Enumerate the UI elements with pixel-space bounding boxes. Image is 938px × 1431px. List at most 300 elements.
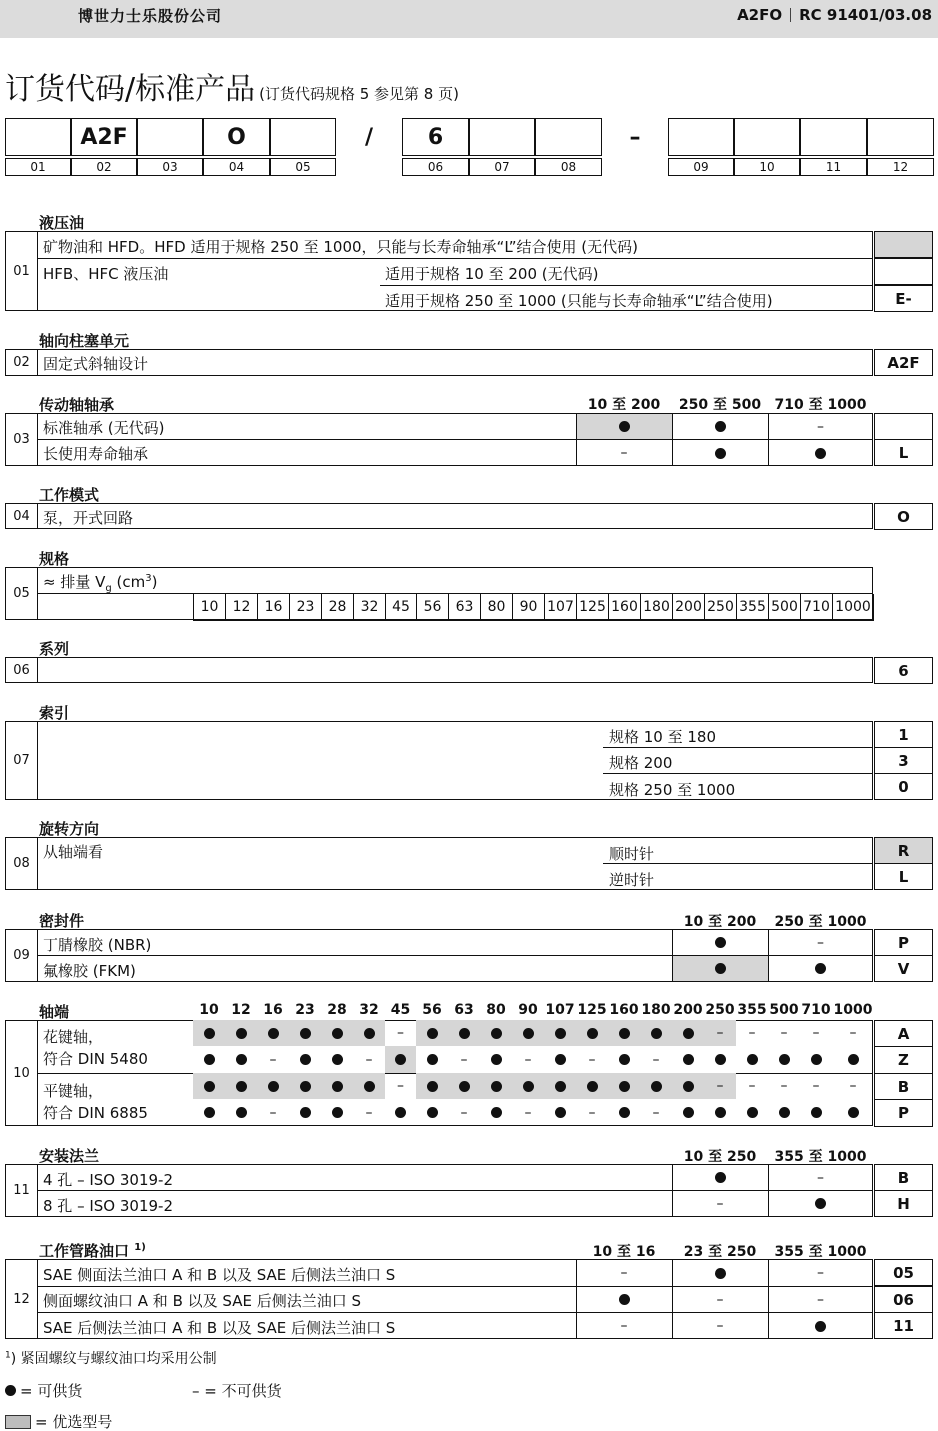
available-dot: [427, 1054, 438, 1065]
rotation-clockwise: 顺时针: [609, 845, 655, 863]
available-dot: [491, 1028, 502, 1039]
index-option-3: 规格 250 至 1000: [609, 781, 736, 799]
footnote-text: ) 紧固螺纹与螺纹油口均采用公制: [10, 1351, 217, 1367]
order-code-number: 09: [668, 158, 734, 176]
doc-number: RC 91401/03.08: [799, 6, 932, 24]
available-dot: [204, 1054, 215, 1065]
available-dot: [395, 1107, 406, 1118]
availability-cell: [289, 1020, 321, 1046]
availability-cell: [640, 1073, 672, 1099]
availability-cell: [608, 1046, 640, 1073]
legend-not-available: – = 不可供货: [192, 1382, 282, 1400]
shaft-size-header: 28: [327, 1002, 347, 1018]
availability-cell: [416, 1073, 448, 1099]
section-title-mounting-flange: 安装法兰: [39, 1147, 100, 1165]
availability-cell: [480, 1099, 512, 1126]
availability-cell: [672, 1287, 768, 1312]
available-dot: [619, 1081, 630, 1092]
size-value: 107: [544, 594, 576, 619]
available-dot: [848, 1107, 859, 1118]
order-code-cell: /: [364, 124, 374, 150]
availability-cell: [321, 1046, 353, 1073]
availability-cell: [832, 1020, 874, 1046]
availability-cell: [257, 1020, 289, 1046]
availability-cell: [768, 1020, 800, 1046]
available-dot: [715, 1268, 726, 1279]
available-dot: [236, 1081, 247, 1092]
availability-cell: [353, 1073, 385, 1099]
size-value: 355: [736, 594, 768, 619]
availability-cell: [353, 1099, 385, 1126]
availability-cell: [832, 1073, 874, 1099]
shaft-size-header: 1000: [833, 1002, 873, 1018]
availability-cell: [448, 1046, 480, 1073]
shaft-size-header: 710: [801, 1002, 831, 1018]
available-dot: [619, 1107, 630, 1118]
size-value: 28: [321, 594, 353, 619]
legend-preferred: [5, 1411, 112, 1431]
available-dot: [587, 1028, 598, 1039]
size-value: 23: [289, 594, 321, 619]
code-box-o: O: [874, 503, 933, 530]
availability-cell: [608, 1099, 640, 1126]
unavailable-dash: –: [748, 1025, 756, 1041]
available-dot: [651, 1081, 662, 1092]
row-number: 09: [13, 948, 30, 963]
rotation-counter-clockwise: 逆时针: [609, 871, 655, 889]
availability-cell: [672, 440, 768, 466]
availability-cell: [480, 1020, 512, 1046]
availability-cell: [672, 1020, 704, 1046]
order-code-cell: [734, 118, 800, 156]
legend-preferred-text: = 优选型号: [35, 1413, 113, 1431]
availability-cell: [448, 1073, 480, 1099]
available-dot: [683, 1028, 694, 1039]
available-dot: [815, 448, 826, 459]
availability-cell: [480, 1046, 512, 1073]
col-header: 250 至 1000: [774, 914, 867, 930]
order-code-number: 01: [5, 158, 71, 176]
available-dot: [747, 1054, 758, 1065]
unavailable-dash: –: [460, 1104, 468, 1121]
availability-cell: [257, 1099, 289, 1126]
code-box-a2f: A2F: [874, 349, 933, 376]
code-box-0: 0: [874, 773, 933, 800]
size-value: 180: [640, 594, 672, 619]
section-title-axial-piston: 轴向柱塞单元: [39, 332, 130, 350]
order-code-cell: [867, 118, 934, 156]
available-dot: [715, 421, 726, 432]
available-dot: [204, 1107, 215, 1118]
unavailable-dash: –: [716, 1025, 724, 1041]
availability-cell: [353, 1046, 385, 1073]
code-box-p: P: [874, 929, 933, 956]
available-dot: [427, 1081, 438, 1092]
size-value: 1000: [832, 594, 874, 619]
row-number: 06: [13, 662, 30, 678]
col-header: 250 至 500: [678, 397, 762, 413]
available-dot: [619, 421, 630, 432]
unavailable-dash: –: [780, 1025, 788, 1041]
code-box-3: 3: [874, 747, 933, 774]
available-dot: [555, 1028, 566, 1039]
displacement-unit: (cm: [116, 573, 146, 591]
available-dot: [523, 1081, 534, 1092]
shaft-size-header: 250: [705, 1002, 735, 1018]
section-title-rotation: 旋转方向: [39, 820, 100, 838]
availability-cell: [673, 956, 768, 981]
available-dot: [332, 1028, 343, 1039]
shaft-size-header: 160: [609, 1002, 639, 1018]
size-value: 16: [257, 594, 289, 619]
availability-cell: [289, 1073, 321, 1099]
availability-cell: [321, 1099, 353, 1126]
footnote: [5, 1348, 217, 1368]
section-box-04: [5, 503, 873, 529]
availability-cell: [768, 1073, 800, 1099]
unavailable-dash: –: [588, 1051, 596, 1068]
shaft-size-header: 80: [486, 1002, 506, 1018]
shaft-size-header: 32: [359, 1002, 379, 1018]
availability-cell: [289, 1099, 321, 1126]
size-baseline: [193, 619, 874, 621]
availability-cell: [385, 1099, 416, 1126]
available-dot: [491, 1054, 502, 1065]
availability-cell: [832, 1099, 874, 1126]
available-dot: [364, 1028, 375, 1039]
availability-cell: [672, 1046, 704, 1073]
section-title-shaft-end: 轴端: [39, 1003, 70, 1021]
unavailable-dash: –: [748, 1078, 756, 1094]
available-dot: [619, 1028, 630, 1039]
available-dot: [779, 1054, 790, 1065]
availability-cell: [416, 1020, 448, 1046]
availability-cell: [416, 1046, 448, 1073]
unavailable-dash: –: [397, 1078, 404, 1094]
available-dot: [555, 1081, 566, 1092]
displacement-label: [43, 571, 157, 594]
section-title-hydraulic-fluid: 液压油: [39, 214, 85, 232]
code-box-empty: [874, 413, 933, 440]
availability-cell: [576, 1260, 672, 1286]
availability-cell: [257, 1046, 289, 1073]
size-value: 710: [800, 594, 832, 619]
availability-cell: [672, 1165, 768, 1190]
availability-cell: [672, 1260, 768, 1286]
availability-cell: [768, 1313, 873, 1339]
size-value: 250: [704, 594, 736, 619]
available-dot: [236, 1107, 247, 1118]
size-value: 500: [768, 594, 800, 619]
available-dot: [236, 1054, 247, 1065]
availability-cell: [576, 1313, 672, 1339]
available-dot: [491, 1081, 502, 1092]
index-option-1: 规格 10 至 180: [609, 728, 717, 746]
viewed-on-shaft: 从轴端看: [43, 843, 104, 861]
available-dot: [715, 1054, 726, 1065]
shaft-code-box: A: [874, 1020, 933, 1047]
order-code-cell: [800, 118, 867, 156]
order-code-number: 02: [71, 158, 137, 176]
availability-cell: [576, 440, 672, 466]
available-dot: [268, 1028, 279, 1039]
unavailable-dash: –: [524, 1051, 532, 1068]
shaft-size-header: 107: [545, 1002, 575, 1018]
availability-cell: [768, 1099, 800, 1126]
spline-shaft-label: 花键轴，: [43, 1028, 104, 1046]
availability-cell: [416, 1099, 448, 1126]
order-code-number: 04: [203, 158, 270, 176]
availability-cell: [512, 1020, 544, 1046]
displacement-label-end: ): [151, 573, 158, 591]
order-code-cell: [469, 118, 535, 156]
availability-cell: [608, 1020, 640, 1046]
available-dot: [715, 1107, 726, 1118]
unavailable-dash: –: [716, 1318, 724, 1334]
shaft-code-box: P: [874, 1099, 933, 1127]
unavailable-dash: –: [524, 1104, 532, 1121]
available-dot: [555, 1107, 566, 1118]
available-dot: [332, 1054, 343, 1065]
pump-open-circuit: 泵，开式回路: [43, 509, 134, 527]
availability-cell: [353, 1020, 385, 1046]
availability-cell: [704, 1099, 736, 1126]
port-option-11: SAE 后侧法兰油口 A 和 B 以及 SAE 后侧法兰油口 S: [43, 1319, 396, 1337]
available-dot: [268, 1081, 279, 1092]
available-dot: [300, 1028, 311, 1039]
available-dot: [811, 1107, 822, 1118]
code-box-b: B: [874, 1164, 933, 1191]
parallel-key-shaft-standard: 符合 DIN 6885: [43, 1104, 148, 1122]
available-dot: [332, 1107, 343, 1118]
shaft-size-header: 10: [199, 1002, 219, 1018]
order-code-cell: [137, 118, 203, 156]
row-number: 03: [13, 432, 30, 447]
availability-cell: [257, 1073, 289, 1099]
availability-cell: [672, 1313, 768, 1339]
size-value: 12: [225, 594, 257, 619]
availability-cell: [704, 1073, 736, 1099]
availability-cell: [672, 1099, 704, 1126]
availability-cell: [768, 1260, 873, 1286]
company-name: 博世力士乐股份公司: [78, 7, 223, 25]
unavailable-dash: –: [849, 1025, 857, 1041]
unavailable-dash: –: [652, 1104, 660, 1121]
shaft-size-header: 45: [390, 1002, 411, 1018]
size-value: 200: [672, 594, 704, 619]
col-header: 10 至 200: [683, 914, 757, 930]
unavailable-dash: –: [460, 1051, 468, 1068]
legend-available: [5, 1380, 82, 1401]
unavailable-dash: –: [588, 1104, 596, 1121]
availability-cell: [512, 1073, 544, 1099]
unavailable-dash: –: [397, 1025, 404, 1041]
shaft-size-header: 200: [673, 1002, 703, 1018]
code-box-preferred: [874, 231, 933, 258]
unavailable-dash: –: [269, 1104, 277, 1121]
bearing-standard: 标准轴承 (无代码): [43, 419, 165, 437]
col-header: 10 至 16: [592, 1244, 656, 1260]
availability-cell: [193, 1020, 225, 1046]
availability-cell: [672, 414, 768, 439]
page-header: [0, 0, 938, 38]
bearing-long-life: 长使用寿命轴承: [43, 445, 149, 463]
col-header: 10 至 200: [587, 397, 661, 413]
available-dot: [715, 937, 726, 948]
order-code-number: 03: [137, 158, 203, 176]
flange-8-hole: 8 孔 – ISO 3019-2: [43, 1197, 173, 1215]
order-code-cell: [535, 118, 602, 156]
displacement-subscript: g: [105, 583, 112, 594]
availability-cell: [736, 1046, 768, 1073]
shaft-size-header: 63: [454, 1002, 474, 1018]
shaft-code-box: Z: [874, 1046, 933, 1074]
row-number: 10: [13, 1065, 30, 1081]
unavailable-dash: –: [817, 418, 824, 435]
availability-cell: [512, 1099, 544, 1126]
service-ports-title: 工作管路油口: [39, 1242, 130, 1260]
order-code-number: 10: [734, 158, 800, 176]
flange-4-hole: 4 孔 – ISO 3019-2: [43, 1171, 173, 1189]
availability-cell: [736, 1020, 768, 1046]
availability-cell: [544, 1073, 576, 1099]
title-subtitle: (订货代码规格 5 参见第 8 页): [259, 85, 459, 103]
size-value: 63: [448, 594, 480, 619]
row-number: 01: [13, 263, 30, 279]
availability-cell: [448, 1020, 480, 1046]
size-value: 56: [416, 594, 448, 619]
availability-cell: [640, 1020, 672, 1046]
shaft-size-header: 355: [737, 1002, 767, 1018]
parallel-key-shaft-label: 平键轴，: [43, 1082, 104, 1100]
size-value: 10: [193, 594, 225, 619]
order-code-cell: 6: [402, 118, 469, 156]
available-dot: [204, 1028, 215, 1039]
row-number: 02: [13, 355, 30, 370]
availability-cell: [736, 1073, 768, 1099]
unavailable-dash: –: [620, 445, 628, 461]
unavailable-dash: –: [812, 1025, 820, 1041]
available-dot: [587, 1081, 598, 1092]
fluid-option-size-range-1: 适用于规格 10 至 200 (无代码): [385, 265, 599, 283]
available-dot: [523, 1028, 534, 1039]
size-value: 32: [353, 594, 385, 619]
availability-cell: [768, 440, 873, 466]
availability-cell: [321, 1073, 353, 1099]
shaft-size-header: 500: [769, 1002, 799, 1018]
code-box-05: 05: [874, 1259, 933, 1286]
code-box-1: 1: [874, 721, 933, 748]
available-dot: [683, 1081, 694, 1092]
shaft-size-header: 56: [422, 1002, 442, 1018]
order-code-cell: [5, 118, 71, 156]
available-dot: [491, 1107, 502, 1118]
availability-cell: [768, 956, 873, 981]
availability-cell: [480, 1073, 512, 1099]
code-box-06: 06: [874, 1286, 933, 1313]
code-box-r: R: [874, 837, 933, 864]
availability-cell: [577, 414, 672, 439]
available-dot: [811, 1054, 822, 1065]
availability-cell: [768, 1191, 873, 1216]
availability-cell: [225, 1099, 257, 1126]
code-box-v: V: [874, 955, 933, 982]
order-code-cell: [668, 118, 734, 156]
section-title-series: 系列: [39, 640, 70, 658]
spline-shaft-standard: 符合 DIN 5480: [43, 1050, 148, 1068]
unavailable-dash: –: [620, 1318, 628, 1334]
displacement-superscript: 3: [145, 573, 152, 584]
availability-cell: [640, 1046, 672, 1073]
availability-cell: [225, 1046, 257, 1073]
port-option-05: SAE 侧面法兰油口 A 和 B 以及 SAE 后侧法兰油口 S: [43, 1266, 396, 1284]
order-code-cell: [270, 118, 336, 156]
order-code-number: 05: [270, 158, 336, 176]
section-title-size: 规格: [39, 550, 70, 568]
shaft-size-header: 90: [518, 1002, 538, 1018]
code-box-l: L: [874, 439, 933, 466]
row-number: 07: [13, 753, 30, 768]
available-dot: [395, 1054, 406, 1065]
order-code-number: 06: [402, 158, 469, 176]
section-title-operation-mode: 工作模式: [39, 486, 100, 504]
section-title-seals: 密封件: [39, 912, 85, 930]
section-box-07: [5, 721, 873, 800]
code-box-6: 6: [874, 657, 933, 684]
availability-cell: [576, 1046, 608, 1073]
availability-cell: [608, 1073, 640, 1099]
unavailable-dash: –: [817, 1265, 824, 1281]
col-header: 10 至 250: [683, 1149, 757, 1165]
unavailable-dash: –: [817, 934, 824, 951]
available-dot: [715, 963, 726, 974]
size-value: 160: [608, 594, 640, 619]
unavailable-dash: –: [716, 1291, 724, 1308]
availability-cell: [385, 1073, 416, 1099]
code-box-11: 11: [874, 1312, 933, 1339]
row-number: 04: [13, 508, 30, 524]
availability-cell: [800, 1046, 832, 1073]
fluid-option-hfb: HFB、HFC 液压油: [43, 265, 169, 283]
available-dot: [459, 1081, 470, 1092]
available-dot: [848, 1054, 859, 1065]
section-title-drive-shaft-bearing: 传动轴轴承: [39, 396, 115, 414]
shaft-size-header: 12: [231, 1002, 251, 1018]
shaft-size-header: 180: [641, 1002, 671, 1018]
footnote-ref: 1): [134, 1242, 146, 1253]
availability-cell: [544, 1046, 576, 1073]
row-number: 05: [13, 586, 30, 601]
unavailable-dash: –: [817, 1169, 824, 1186]
availability-cell: [704, 1020, 736, 1046]
order-code-number: 12: [867, 158, 934, 176]
available-dot: [683, 1054, 694, 1065]
availability-cell: [193, 1046, 225, 1073]
available-dot: [815, 1321, 826, 1332]
shaft-code-box: B: [874, 1073, 933, 1100]
availability-cell: [576, 1287, 672, 1312]
unavailable-dash: –: [716, 1195, 724, 1212]
unavailable-dash: –: [365, 1051, 373, 1068]
unavailable-dash: –: [365, 1104, 373, 1121]
availability-cell: [640, 1099, 672, 1126]
available-dot: [5, 1385, 16, 1396]
size-value: 80: [480, 594, 512, 619]
availability-cell: [544, 1099, 576, 1126]
section-title-service-ports: [39, 1240, 146, 1261]
availability-cell: [736, 1099, 768, 1126]
shaft-size-header: 23: [295, 1002, 315, 1018]
